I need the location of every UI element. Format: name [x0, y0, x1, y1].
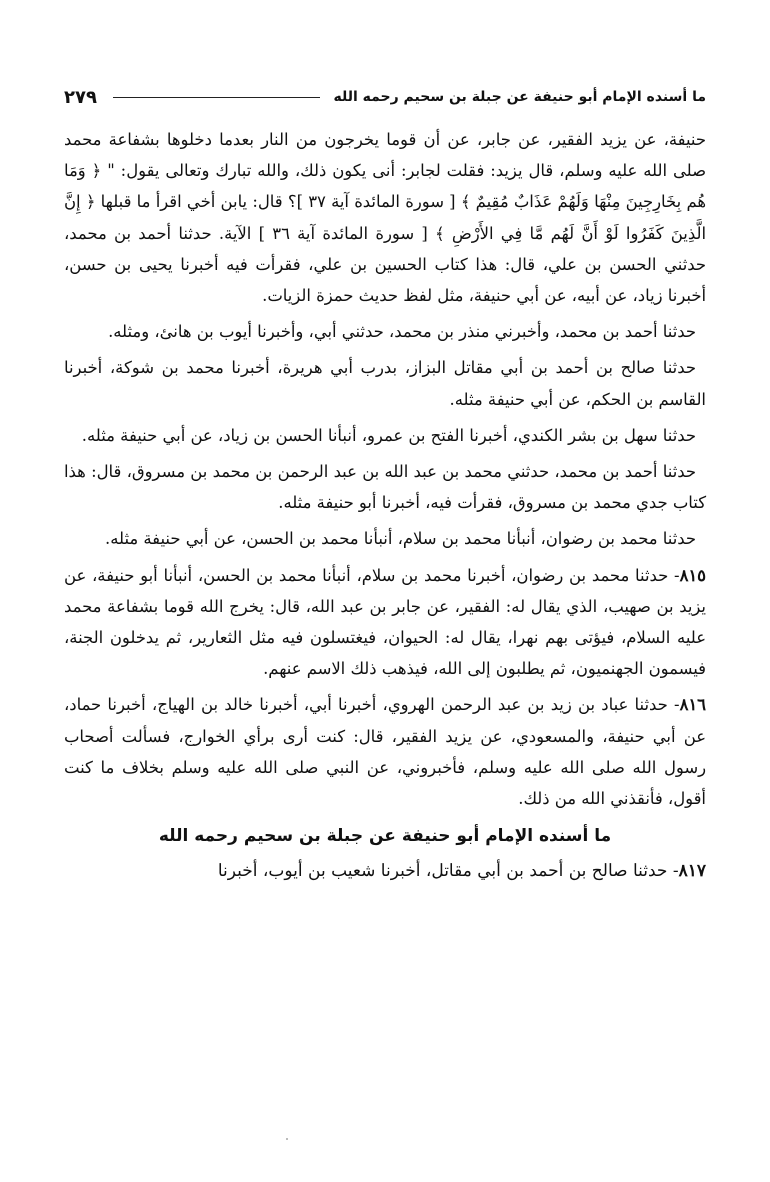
hadith-number: ٨١٦: [679, 695, 706, 715]
hadith-text: - حدثنا محمد بن رضوان، أخبرنا محمد بن سلام، أنبأنا محمد بن الحسن، أنبأنا أبو حنيفة، عن يزيد بن صهيب، الذي يقال له: الفقير، عن جابر بن عبد الله، قال: يخرج الله قوما بشفاعة محمد عليه السلام، فيؤتى بهم نهرا، يقال له: الحيوان، فيغتسلون فيه مثل الثعارير، ثم يدخلون الجنة، فيسمون الجهنميون، ثم يطلبون إلى الله، فيذهب ذلك الاسم عنهم.: [64, 565, 706, 679]
hadith-text: - حدثنا عباد بن زيد بن عبد الرحمن الهروي، أخبرنا أبي، أخبرنا خالد بن الهياج، أخبرنا حماد، عن أبي حنيفة، والمسعودي، عن يزيد الفقير، قال: كنت أرى برأي الخوارج، فسألت أصحاب رسول الله صلى الله عليه وسلم، فأخبروني، عن النبي صلى الله عليه وسلم بخلاف ما كنت أقول، فأنقذني الله من ذلك.: [64, 695, 706, 809]
paragraph: حدثنا سهل بن بشر الكندي، أخبرنا الفتح بن عمرو، أنبأنا الحسن بن زياد، عن أبي حنيفة مثله.: [81, 425, 696, 445]
page-speck: [286, 1138, 288, 1140]
hadith-number: ٨١٧: [678, 861, 706, 882]
paragraph: حدثنا صالح بن أحمد بن أبي مقاتل البزاز، بدرب أبي هريرة، أخبرنا محمد بن شوكة، أخبرنا القاسم بن الحكم، عن أبي حنيفة مثله.: [64, 358, 706, 409]
paragraph: حدثنا أحمد بن محمد، حدثني محمد بن عبد الله بن عبد الرحمن بن محمد بن مسروق، قال: هذا كتاب جدي محمد بن مسروق، فقرأت فيه، أخبرنا أبو حنيفة مثله.: [64, 462, 706, 513]
section-heading: ما أسنده الإمام أبو حنيفة عن جبلة بن سحيم رحمه الله: [158, 826, 612, 847]
hadith-817: [64, 856, 706, 887]
hadith-815: [64, 560, 706, 685]
book-page: [64, 80, 706, 1180]
hadith-816: [64, 689, 706, 814]
hadith-text: - حدثنا صالح بن أحمد بن أبي مقاتل، أخبرنا شعيب بن أيوب، أخبرنا: [217, 861, 679, 882]
paragraph: حنيفة، عن يزيد الفقير، عن جابر، عن أن قوما يخرجون من النار بعدما دخلوها بشفاعة محمد صلى الله عليه وسلم، قال يزيد: فقلت لجابر: أنى يكون ذلك، والله تبارك وتعالى يقول: " ﴿ وَمَا هُم بِخَارِجِينَ مِنْهَا وَلَهُمْ عَذَابٌ مُقِيمٌ ﴾ [ سورة المائدة آية ٣٧ ]؟ قال: يابن أخي اقرأ ما قبلها ﴿ إِنَّ الَّذِينَ كَفَرُوا لَوْ أَنَّ لَهُم مَّا فِي الأَرْضِ ﴾ [ سورة المائدة آية ٣٦ ] الآية. حدثنا أحمد بن محمد، حدثني الحسن بن علي، قال: هذا كتاب الحسين بن علي، فقرأت فيه أخبرنا يحيى بن حسن، أخبرنا زياد، عن أبيه، عن أبي حنيفة، مثل لفظ حديث حمزة الزيات.: [64, 130, 706, 306]
body-text: [64, 124, 706, 887]
paragraph: حدثنا أحمد بن محمد، وأخبرني منذر بن محمد، حدثني أبي، وأخبرنا أيوب بن هانئ، ومثله.: [108, 322, 696, 342]
header-rule: [113, 97, 320, 98]
page-number: ٢٧٩: [64, 86, 97, 108]
paragraph: حدثنا محمد بن رضوان، أنبأنا محمد بن سلام، أنبأنا محمد بن الحسن، عن أبي حنيفة مثله.: [105, 529, 696, 549]
hadith-number: ٨١٥: [679, 565, 706, 585]
running-title: ما أسنده الإمام أبو حنيفة عن جبلة بن سحيم رحمه الله: [333, 89, 706, 105]
running-header: [64, 80, 706, 114]
